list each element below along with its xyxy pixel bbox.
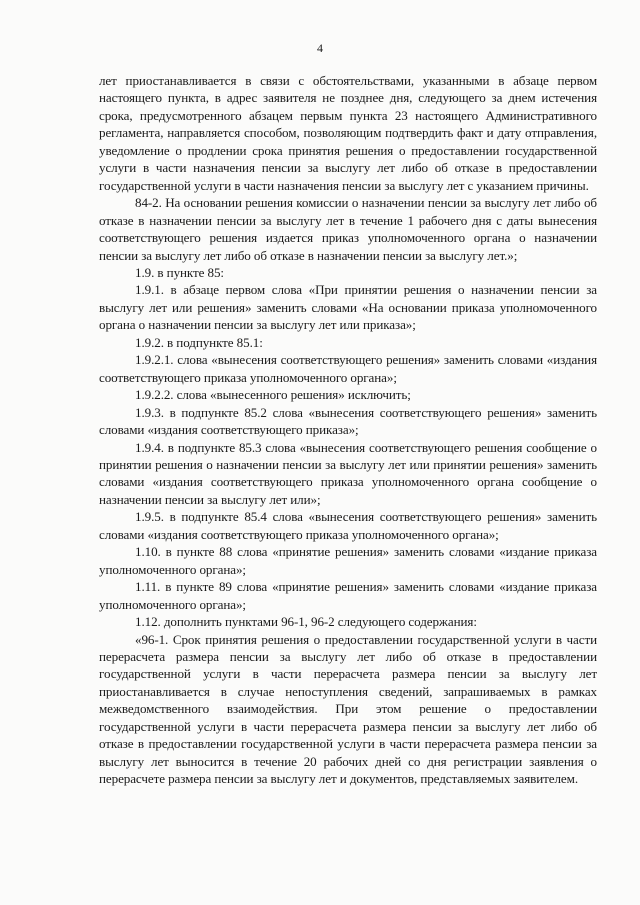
page-number: 4	[317, 41, 323, 55]
paragraph-1-9-2-1: 1.9.2.1. слова «вынесения соответствующего решения» заменить словами «издания соответствующего приказа уполномоченного органа»;	[99, 352, 597, 385]
paragraph-96-1: «96-1. Срок принятия решения о предоставлении государственной услуги в части перерасчета размера пенсии за выслугу лет либо об отказе в предоставлении государственной услуги в части перерасчета размера пенсии за выслугу лет приостанавливается в случае непоступления сведений, запрашиваемых в рамках межведомственного взаимодействия. При этом решение о предоставлении государственной услуги в части перерасчета размера пенсии за выслугу лет либо об отказе в предоставлении государственной услуги в части перерасчета размера пенсии за выслугу лет выносится в течение 20 рабочих дней со дня регистрации заявления о перерасчете размера пенсии за выслугу лет и документов, представляемых заявителем.	[99, 631, 597, 787]
paragraph-1-9-2-2: 1.9.2.2. слова «вынесенного решения» исключить;	[135, 387, 411, 403]
paragraph-1-10: 1.10. в пункте 88 слова «принятие решения» заменить словами «издание приказа уполномоченного органа»;	[99, 544, 597, 577]
paragraph-continuation: лет приостанавливается в связи с обстоятельствами, указанными в абзаце первом настоящего пункта, в адрес заявителя не позднее дня, следующего за днем истечения срока, предусмотренного абзацем первым пункта 23 настоящего Административного регламента, направляется способом, позволяющим подтвердить факт и дату отправления, уведомление о продлении срока принятия решения о предоставлении государственной услуги в части назначения пенсии за выслугу лет либо об отказе в предоставлении государственной услуги в части назначения пенсии за выслугу лет с указанием причины.	[99, 73, 597, 193]
document-body	[99, 72, 597, 788]
paragraph-84-2: 84-2. На основании решения комиссии о назначении пенсии за выслугу лет либо об отказе в назначении пенсии за выслугу лет в течение 1 рабочего дня с даты вынесения соответствующего решения издается приказ уполномоченного органа о назначении пенсии за выслугу лет либо об отказе в назначении пенсии за выслугу лет.»;	[99, 195, 597, 263]
paragraph-1-9-2: 1.9.2. в подпункте 85.1:	[135, 334, 263, 350]
paragraph-1-9-4: 1.9.4. в подпункте 85.3 слова «вынесения соответствующего решения сообщение о принятии решения о назначении пенсии за выслугу лет или принятии решения» заменить словами «издания соответствующего приказа уполномоченного органа сообщение о назначении пенсии за выслугу лет или»;	[99, 439, 597, 507]
paragraph-1-9: 1.9. в пункте 85:	[135, 264, 224, 280]
paragraph-1-11: 1.11. в пункте 89 слова «принятие решения» заменить словами «издание приказа уполномоченного органа»;	[99, 579, 597, 612]
paragraph-1-12: 1.12. дополнить пунктами 96-1, 96-2 следующего содержания:	[135, 614, 477, 630]
paragraph-1-9-5: 1.9.5. в подпункте 85.4 слова «вынесения соответствующего решения» заменить словами «издания соответствующего приказа уполномоченного органа»;	[99, 509, 597, 542]
paragraph-1-9-1: 1.9.1. в абзаце первом слова «При принятии решения о назначении пенсии за выслугу лет или решения» заменить словами «На основании приказа уполномоченного органа о назначении пенсии за выслугу лет или приказа»;	[99, 282, 597, 333]
paragraph-1-9-3: 1.9.3. в подпункте 85.2 слова «вынесения соответствующего решения» заменить словами «издания соответствующего приказа»;	[99, 404, 597, 438]
